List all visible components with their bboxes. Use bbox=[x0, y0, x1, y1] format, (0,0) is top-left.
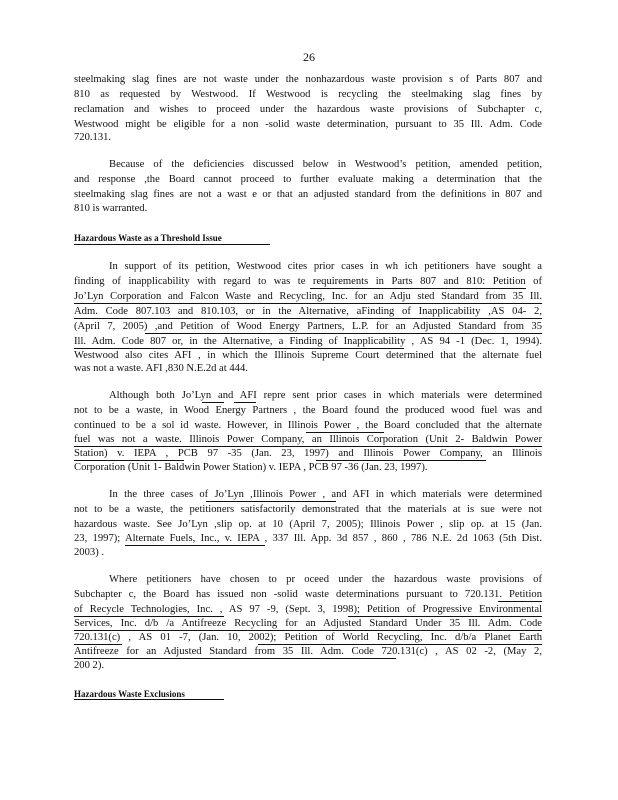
citation-underline bbox=[74, 630, 542, 631]
paragraph-5-line-4: 23, 1997); Alternate Fuels, Inc., v. IEPA , 337 Ill. App. 3d 857 , 860 , 786 N.E. 2d 1063 (5th Dist. bbox=[74, 533, 542, 544]
paragraph-2-line-2: and response ,the Board cannot proceed to further evaluate making a determination that the bbox=[74, 174, 542, 185]
paragraph-5-line-3: hazardous waste. See Jo’Lyn ,slip op. at 10 (April 7, 2005); Illinois Power , slip op. at 15 (Jan. bbox=[74, 519, 542, 530]
paragraph-6-line-7: 200 2). bbox=[74, 660, 105, 671]
paragraph-3-line-3: Jo’Lyn Corporation and Falcon Waste and Recycling, Inc. for an Adju sted Standard from 35 Ill. bbox=[74, 291, 542, 302]
citation-underline bbox=[234, 402, 256, 403]
paragraph-6-line-5: 720.131(c) , AS 01 -7, (Jan. 10, 2002); Petition of World Recycling, Inc. d/b/a Planet Earth bbox=[74, 632, 542, 643]
citation-underline bbox=[145, 333, 542, 334]
paragraph-1-line-4: Westwood might be eligible for a non -solid waste determination, pursuant to 35 Ill. Adm. Code bbox=[74, 119, 542, 130]
section-heading-threshold: Hazardous Waste as a Threshold Issue bbox=[74, 233, 222, 243]
paragraph-6-line-4: Services, Inc. d/b /a Antifreeze Recycling for an Adjusted Standard Under 35 Ill. Adm. Code bbox=[74, 618, 542, 629]
citation-underline bbox=[310, 288, 526, 289]
paragraph-3-line-2: finding of inapplicability with regard to was te requirements in Parts 807 and 810: Petition of bbox=[74, 276, 542, 287]
citation-underline bbox=[498, 601, 542, 602]
paragraph-5-line-2: not to be a waste, the petitioners satisfactorily demonstrated that the materials at is sue were not bbox=[74, 504, 542, 515]
paragraph-2-line-4: 810 is warranted. bbox=[74, 203, 148, 214]
paragraph-6-line-6: Antifreeze for an Adjusted Standard from 35 Ill. Adm. Code 720.131(c) , AS 02 -2, (May 2, bbox=[74, 646, 542, 657]
paragraph-4-line-5: Station) v. IEPA , PCB 97 -35 (Jan. 23, 1997) and Illinois Power Company, an Illinois bbox=[74, 448, 542, 459]
citation-underline bbox=[206, 501, 336, 502]
page-number: 26 bbox=[303, 50, 315, 64]
paragraph-5-line-1: In the three cases of Jo’Lyn ,Illinois Power , and AFI in which materials were determined bbox=[109, 489, 542, 500]
citation-underline bbox=[74, 318, 542, 319]
paragraph-2-line-1: Because of the deficiencies discussed below in Westwood’s petition, amended petition, bbox=[109, 159, 542, 170]
citation-underline bbox=[74, 460, 184, 461]
citation-underline bbox=[74, 303, 542, 304]
paragraph-4-line-3: continued to be a sol id waste. However, in Illinois Power , the Board concluded that the alternate bbox=[74, 420, 542, 431]
section-heading-exclusions-underline bbox=[74, 699, 224, 700]
paragraph-6-line-1: Where petitioners have chosen to pr oceed under the hazardous waste provisions of bbox=[109, 574, 542, 585]
citation-underline bbox=[74, 644, 122, 645]
paragraph-3-line-7: Westwood also cites AFI , in which the Illinois Supreme Court determined that the alternate fuel bbox=[74, 350, 542, 361]
paragraph-4-line-6: Corporation (Unit 1- Baldwin Power Station) v. IEPA , PCB 97 -36 (Jan. 23, 1997). bbox=[74, 462, 428, 473]
paragraph-3-line-1: In support of its petition, Westwood cites prior cases in wh ich petitioners have sought a bbox=[109, 261, 542, 272]
citation-underline bbox=[348, 616, 542, 617]
paragraph-3-line-5: (April 7, 2005) ,and Petition of Wood Energy Partners, L.P. for an Adjusted Standard from 35 bbox=[74, 321, 542, 332]
citation-underline bbox=[74, 348, 404, 349]
citation-underline bbox=[306, 432, 384, 433]
paragraph-1-line-3: reclamation and wishes to proceed under the hazardous waste provisions of Subchapter c, bbox=[74, 104, 542, 115]
citation-underline bbox=[316, 460, 486, 461]
citation-underline bbox=[258, 644, 542, 645]
paragraph-1-line-5: 720.131. bbox=[74, 132, 112, 143]
paragraph-4-line-4: fuel was not a waste. Illinois Power Company, an Illinois Corporation (Unit 2- Baldwin Power bbox=[74, 434, 542, 445]
paragraph-1-line-1: steelmaking slag fines are not waste under the nonhazardous waste provision s of Parts 807 and bbox=[74, 74, 542, 85]
paragraph-3-line-6: Ill. Adm. Code 807 or, in the Alternative, a Finding of Inapplicability , AS 94 -1 (Dec. 1, 1994). bbox=[74, 336, 542, 347]
citation-underline bbox=[74, 616, 224, 617]
paragraph-4-line-1: Although both Jo’Lyn and AFI repre sent prior cases in which materials were determined bbox=[109, 390, 542, 401]
paragraph-3-line-4: Adm. Code 807.103 and 810.103, or in the Alternative, aFinding of Inapplicability ,AS 04- 2, bbox=[74, 306, 542, 317]
paragraph-6-line-3: of Recycle Technologies, Inc. , AS 97 -9, (Sept. 3, 1998); Petition of Progressive Environmental bbox=[74, 604, 542, 615]
citation-underline bbox=[74, 658, 396, 659]
citation-underline bbox=[74, 446, 542, 447]
paragraph-1-line-2: 810 as requested by Westwood. If Westwood is recycling the steelmaking slag fines by bbox=[74, 89, 542, 100]
citation-underline bbox=[125, 545, 265, 546]
paragraph-2-line-3: steelmaking slag fines are not a wast e or that an adjusted standard from the definitions in 807 and bbox=[74, 189, 542, 200]
paragraph-4-line-2: not to be a waste, in Wood Energy Partners , the Board found the produced wood fuel was and bbox=[74, 405, 542, 416]
paragraph-5-line-5: 2003) . bbox=[74, 547, 105, 558]
section-heading-exclusions: Hazardous Waste Exclusions bbox=[74, 689, 185, 699]
paragraph-3-line-8: was not a waste. AFI ,830 N.E.2d at 444. bbox=[74, 363, 248, 374]
paragraph-6-line-2: Subchapter c, the Board has issued non -solid waste determinations pursuant to 720.131. Petition bbox=[74, 589, 542, 600]
citation-underline bbox=[202, 402, 224, 403]
section-heading-threshold-underline bbox=[74, 244, 270, 245]
